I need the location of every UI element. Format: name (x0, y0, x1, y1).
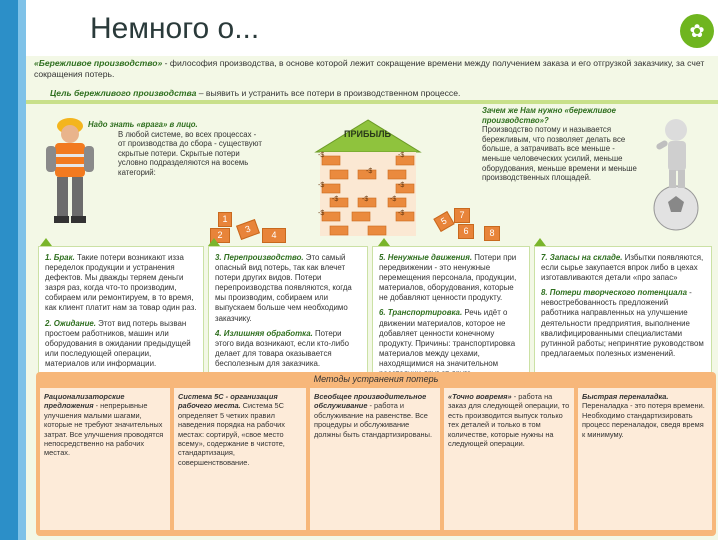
left-accent-bar (0, 0, 18, 540)
method-card (444, 388, 574, 530)
method-card (310, 388, 440, 530)
arrow-up-icon (208, 238, 220, 246)
title-area (26, 0, 720, 58)
right-info-body: Производство потому и называется бережливым, что позволяет делать все больше, а затрачивать все меньше - меньше человеческих усилий, меньше оборудования, меньше времени и меньше производственных площадей. (482, 125, 637, 183)
left-info-body: В любой системе, во всех процессах - от производства до сбора - существуют скрытые потери. Скрытые потери условно подразделяются на восемь категорий: (118, 129, 262, 177)
brick-2: 2 (210, 228, 230, 243)
loss-sign: -$ (398, 182, 405, 189)
loss-sign: -$ (398, 210, 405, 217)
goal-lead: Цель бережливого производства (50, 88, 197, 98)
method-heading: Система 5С - организация рабочего места. (178, 392, 278, 411)
brick-4: 4 (262, 228, 286, 243)
waste-text: Речь идёт о движении материалов, которое не добавляет ценности конечному продукту. Причины: транспортировка материалов между цехами, находящимися на значительном (379, 308, 516, 368)
waste-heading: 4. Излишняя обработка. (215, 328, 313, 338)
brick-8: 8 (484, 226, 500, 241)
loss-sign: -$ (318, 152, 325, 159)
goal-body: – выявить и устранить все потери в производственном процессе. (196, 88, 461, 98)
arrow-up-icon (378, 238, 390, 246)
arrow-up-icon (534, 238, 546, 246)
right-info-heading: Зачем же Нам нужно «бережливое производство»? (482, 106, 616, 125)
brick-1: 1 (218, 212, 232, 227)
waste-heading: 1. Брак. (45, 253, 75, 262)
waste-text: Этот вид потерь вызван простоем работников, машин или оборудования в ожидании предыдущей или последующей операции, материалов или информации. (45, 318, 191, 368)
method-text: - непрерывные улучшения малыми шагами, которые не требуют значительных затрат. Все улучшения проводятся непосредственно на рабочих местах. (44, 401, 164, 458)
brick-7: 7 (454, 208, 470, 223)
left-info-block (88, 120, 264, 178)
intro-lead: «Бережливое производство» (34, 58, 163, 68)
method-text: Система 5С определяет 5 четких правил наведения порядка на рабочих местах: сортируй, «свое место всему», содержание в чистоте, стандартизация, совершенствование. (178, 401, 286, 467)
method-text: - работа и обслуживание на равенстве. Все процедуры и обслуживание должны быть стандартизированы. (314, 401, 433, 439)
worker-illustration-right (642, 112, 712, 232)
waste-text: Такие потери возникают изза переделок продукции и устранения дефектов. Мы дважды теряем деньги зазря раз, когда что-то производим, собираем или ремонтируем, в то время, как клиент платит нам за товар один раз. (45, 253, 197, 313)
slide-title: Немного о... (90, 12, 260, 45)
waste-heading: 3. Перепроизводство. (215, 253, 304, 262)
flower-logo-icon: ✿ (680, 14, 714, 48)
intro-body: - философия производства, в основе которой лежит сокращение времени между получением заказа и его отгрузкой заказчику, за счет сокращения потерь. (34, 58, 705, 79)
brick-5: 5 (433, 211, 454, 232)
intro-text (34, 58, 710, 80)
brick-3: 3 (236, 219, 260, 240)
method-text: - работа на заказ для следующей операции, то есть производится выпуск только тех деталей и только в том количестве, которые нужны на следующей операции. (448, 392, 570, 449)
left-accent-bar-light (18, 0, 26, 540)
waste-text: - невостребованность предложений работника направленных на улучшение деятельности предприятия, выполнение квалифицированными специалистами рутинной работы; непринятие руководством предлагаемых полезных изменений. (541, 288, 704, 358)
method-text: Переналадка - это потеря времени. Необходимо стандартизировать процесс переналадок, сведя время к минимуму. (582, 401, 705, 439)
waste-text: Потери этого вида возникают, если кто-либо делает для товара оказывается бесполезным для заказчика. (215, 328, 350, 368)
methods-section (36, 372, 716, 536)
method-heading: Всеобщее производительное обслуживание (314, 392, 427, 411)
method-heading: «Точно вовремя» (448, 392, 512, 401)
waste-text: Потери при передвижении - это ненужные перемещения персонала, продукции, материалов, оборудования, которые не добавляют ценности продукту. (379, 253, 517, 303)
divider (26, 100, 718, 104)
method-heading: Быстрая переналадка. (582, 392, 669, 401)
methods-title: Методы устранения потерь (313, 374, 439, 384)
method-card (40, 388, 170, 530)
goal-text (50, 88, 460, 98)
method-heading: Рационализаторские предложения (44, 392, 125, 411)
waste-heading: 5. Ненужные движения. (379, 253, 473, 262)
waste-heading: 2. Ожидание. (45, 318, 96, 328)
waste-text: Это самый опасный вид потерь, так как влечет потери других видов. Потери перепроизводства появляются, когда мы производим, собираем или выпускаем больше чем необходимо заказчику. (215, 253, 352, 323)
waste-text: Избытки появляются, если сырье закупается впрок либо в цехах изготавливаются детали «про запас» (541, 253, 704, 283)
house-roof-label: ПРИБЫЛЬ (344, 129, 392, 139)
loss-sign: -$ (332, 196, 339, 203)
loss-sign: -$ (318, 182, 325, 189)
right-info-block (482, 106, 638, 183)
brick-6: 6 (458, 224, 474, 239)
method-card (578, 388, 712, 530)
loss-sign: -$ (362, 196, 369, 203)
loss-sign: -$ (318, 210, 325, 217)
method-card (174, 388, 306, 530)
waste-heading: 8. Потери творческого потенциала (541, 288, 687, 298)
loss-sign: -$ (398, 152, 405, 159)
loss-sign: -$ (390, 196, 397, 203)
waste-heading: 7. Запасы на складе. (541, 253, 623, 262)
arrow-up-icon (40, 238, 52, 246)
left-info-heading: Надо знать «врага» в лицо. (88, 120, 198, 129)
loss-sign: -$ (366, 168, 373, 175)
waste-heading: 6. Транспортировка. (379, 308, 463, 318)
